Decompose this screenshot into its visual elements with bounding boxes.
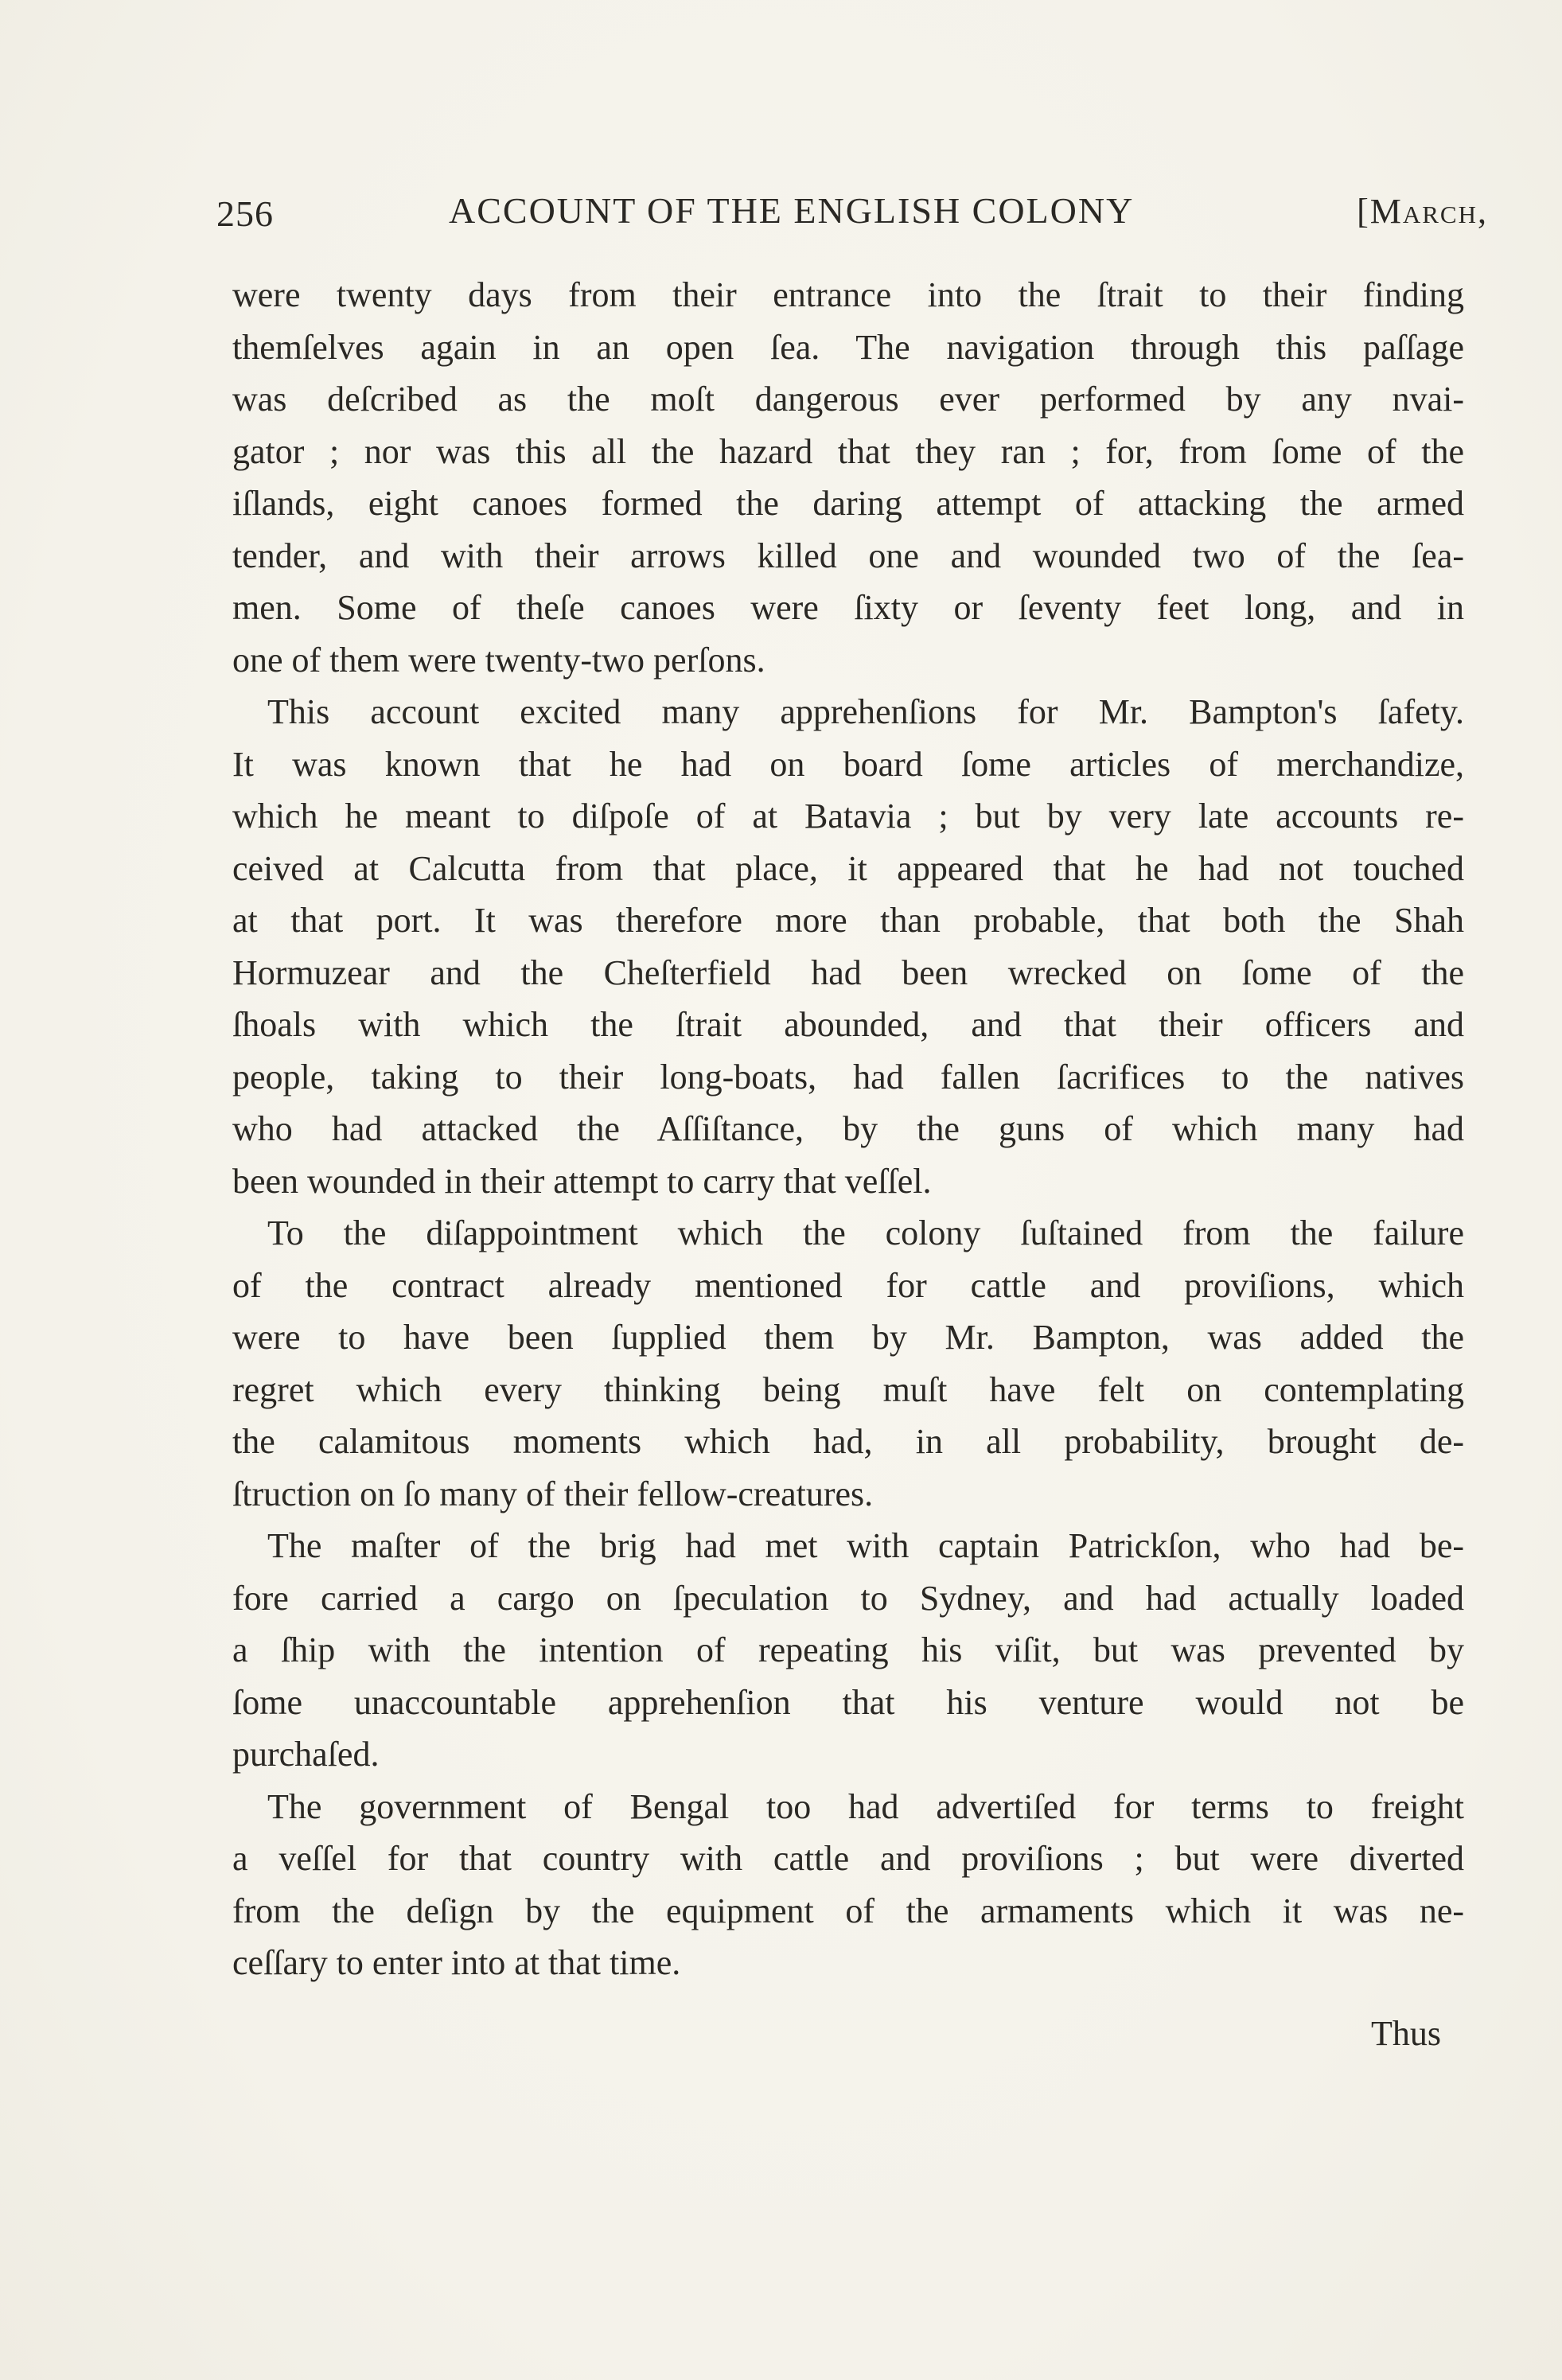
text-line: gator ; nor was this all the hazard that they ran ; for, from ſome of the [232, 431, 1464, 471]
text-line: ſhoals with which the ſtrait abounded, and that their officers and [232, 1005, 1464, 1044]
text-line: themſelves again in an open ſea. The navigation through this paſſage [232, 327, 1464, 367]
paragraph-start-line: This account excited many apprehenſions for Mr. Bampton's ſafety. [267, 692, 1464, 731]
text-line: who had attacked the Aſſiſtance, by the guns of which many had [232, 1109, 1464, 1148]
text-line: regret which every thinking being muſt have felt on contemplating [232, 1369, 1464, 1409]
text-line: It was known that he had on board ſome articles of merchandize, [232, 744, 1464, 784]
text-line: a veſſel for that country with cattle and proviſions ; but were diverted [232, 1839, 1464, 1878]
paragraph-start-line: The government of Bengal too had advertiſed for terms to freight [267, 1786, 1464, 1826]
text-line: Hormuzear and the Cheſterfield had been wrecked on ſome of the [232, 952, 1464, 992]
text-line: were to have been ſupplied them by Mr. Bampton, was added the [232, 1318, 1464, 1357]
text-line: were twenty days from their entrance into the ſtrait to their finding [232, 275, 1464, 314]
text-line: of the contract already mentioned for cattle and proviſions, which [232, 1265, 1464, 1305]
running-title: ACCOUNT OF THE ENGLISH COLONY [449, 190, 1135, 231]
text-line: fore carried a cargo on ſpeculation to Sydney, and had actually loaded [232, 1578, 1464, 1618]
text-line: tender, and with their arrows killed one and wounded two of the ſea- [232, 536, 1464, 575]
text-line: been wounded in their attempt to carry that veſſel. [232, 1161, 932, 1201]
catchword: Thus [1371, 2014, 1441, 2053]
text-line: a ſhip with the intention of repeating his viſit, but was prevented by [232, 1630, 1464, 1669]
text-line: which he meant to diſpoſe of at Batavia ; but by very late accounts re- [232, 797, 1464, 836]
text-line: was deſcribed as the moſt dangerous ever performed by any nvai- [232, 380, 1464, 419]
text-line: ſome unaccountable apprehenſion that his venture would not be [232, 1682, 1464, 1722]
text-line: people, taking to their long-boats, had fallen ſacrifices to the natives [232, 1057, 1464, 1097]
text-line: at that port. It was therefore more than probable, that both the Shah [232, 901, 1464, 940]
text-line: ſtruction on ſo many of their fellow-creatures. [232, 1474, 874, 1513]
paragraph-start-line: The maſter of the brig had met with captain Patrickſon, who had be- [267, 1526, 1464, 1565]
text-line: ceſſary to enter into at that time. [232, 1943, 681, 1982]
page-number: 256 [216, 193, 274, 234]
text-line: one of them were twenty-two perſons. [232, 640, 765, 680]
running-month: [March, [1357, 192, 1488, 231]
body-text [232, 269, 1464, 1989]
text-line: from the deſign by the equipment of the armaments which it was ne- [232, 1891, 1464, 1930]
text-line: the calamitous moments which had, in all probability, brought de- [232, 1422, 1464, 1461]
running-head [216, 185, 1488, 232]
text-line: ceived at Calcutta from that place, it appeared that he had not touched [232, 848, 1464, 888]
paragraph-start-line: To the diſappointment which the colony ſuſtained from the failure [267, 1213, 1464, 1252]
text-line: iſlands, eight canoes formed the daring attempt of attacking the armed [232, 484, 1464, 523]
text-line: men. Some of theſe canoes were ſixty or ſeventy feet long, and in [232, 588, 1464, 627]
text-line: purchaſed. [232, 1735, 380, 1774]
